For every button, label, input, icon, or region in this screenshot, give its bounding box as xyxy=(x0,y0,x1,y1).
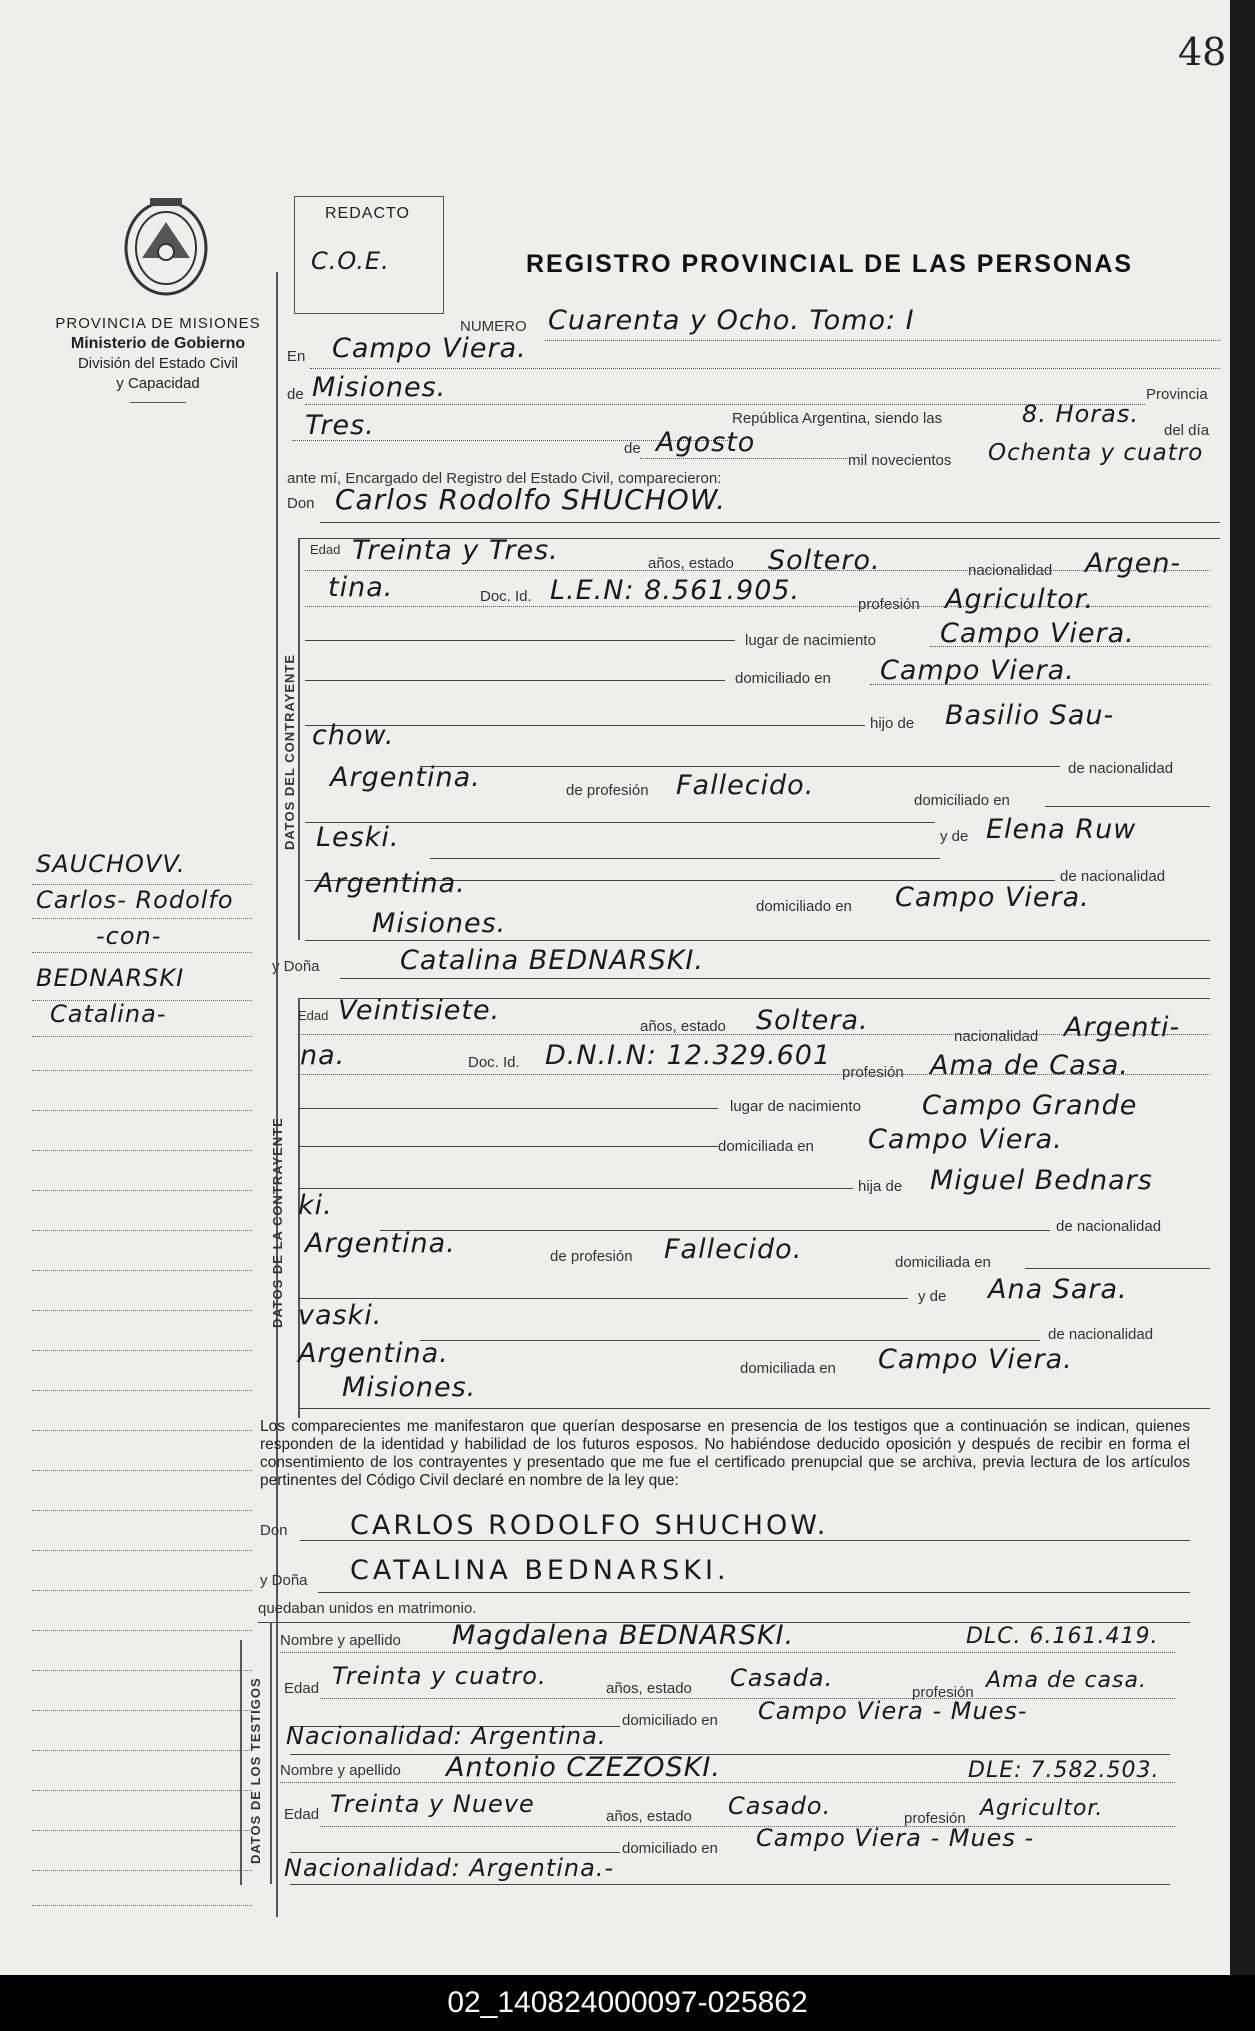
c-y-de-label: y de xyxy=(940,828,969,845)
mes-value: Agosto xyxy=(656,427,756,458)
margin-line-4: BEDNARSKI xyxy=(36,964,185,992)
c-estado-value: Soltero. xyxy=(768,545,881,576)
c-doc-label: Doc. Id. xyxy=(480,588,532,605)
provincial-seal xyxy=(120,192,212,302)
t1-dom: Campo Viera - Mues- xyxy=(758,1697,1028,1725)
f-madre-value: Ana Sara. xyxy=(988,1274,1128,1305)
t1-nombre-label: Nombre y apellido xyxy=(280,1632,401,1649)
f-de-nac-label: de nacionalidad xyxy=(1056,1218,1162,1235)
redacto-value: C.O.E. xyxy=(311,247,390,275)
de2-label: de xyxy=(624,440,641,457)
t2-prof-label: profesión xyxy=(904,1810,966,1827)
ante-label: ante mí, Encargado del Registro del Estado Civil, comparecieron: xyxy=(287,470,722,487)
testigos-side-label: DATOS DE LOS TESTIGOS xyxy=(248,1677,263,1864)
redacto-box xyxy=(294,196,444,314)
t2-anos-label: años, estado xyxy=(606,1808,692,1825)
en-label: En xyxy=(287,348,306,365)
t1-edad-label: Edad xyxy=(284,1680,320,1697)
f-madre-dom: Campo Viera. xyxy=(878,1344,1073,1375)
f-padre-value: Miguel Bednars xyxy=(930,1165,1153,1196)
margin-line-3: -con- xyxy=(96,922,162,950)
t1-prof-label: profesión xyxy=(912,1684,974,1701)
c-madre-value-2: Leski. xyxy=(316,822,400,853)
f-madre-dom-label: domiciliada en xyxy=(740,1360,836,1377)
c-madre-dom-2: Misiones. xyxy=(372,908,507,939)
t1-nac: Nacionalidad: Argentina. xyxy=(286,1722,607,1750)
t2-nac: Nacionalidad: Argentina.- xyxy=(284,1854,615,1882)
org-province: PROVINCIA DE MISIONES xyxy=(55,315,261,332)
c-lugar-value: Campo Viera. xyxy=(940,618,1135,649)
c-de-prof-label: de profesión xyxy=(566,782,649,799)
numero-value: Cuarenta y Ocho. Tomo: I xyxy=(548,305,915,336)
f-estado-value: Soltera. xyxy=(756,1005,869,1036)
page-title: REGISTRO PROVINCIAL DE LAS PERSONAS xyxy=(526,250,1134,278)
f-lugar-label: lugar de nacimiento xyxy=(730,1098,861,1115)
margin-note xyxy=(36,850,261,1028)
c-edad-value: Treinta y Tres. xyxy=(352,535,559,566)
decl-don-label: Don xyxy=(260,1522,288,1539)
margin-line-2: Carlos- Rodolfo xyxy=(36,886,234,914)
dona-label: y Doña xyxy=(272,958,320,975)
f-padre-nac: Argentina. xyxy=(305,1228,456,1259)
redacto-label: REDACTO xyxy=(325,205,410,222)
contrayente-side-label: DATOS DEL CONTRAYENTE xyxy=(282,653,297,850)
c-nac-label: nacionalidad xyxy=(968,562,1053,579)
declaration-paragraph: Los comparecientes me manifestaron que querían desposarse en presencia de los testigos que a continuación se indican, quienes responden de la identidad y habilidad de los futuros esposos. No habiéndose deducido oposición y después de recibir en forma el consentimiento de los contrayentes y presentado que me fue el certificado prenupcial que se archiva, previa lectura de los artículos pertinentes del Código Civil declaré en nombre de la ley que: xyxy=(260,1418,1190,1489)
c-prof-label: profesión xyxy=(858,596,920,613)
decl-don-value: CARLOS RODOLFO SHUCHOW. xyxy=(350,1510,829,1541)
contrayenta-side-label: DATOS DE LA CONTRAYENTE xyxy=(270,1117,285,1328)
f-de-prof-label: de profesión xyxy=(550,1248,633,1265)
republica-label: República Argentina, siendo las xyxy=(732,410,943,427)
de-value: Misiones. xyxy=(312,372,447,403)
numero-label: NUMERO xyxy=(460,318,527,335)
t2-edad-label: Edad xyxy=(284,1806,320,1823)
f-nac-value-2: na. xyxy=(300,1040,346,1071)
c-madre-dom-label: domiciliado en xyxy=(756,898,852,915)
f-madre-value-2: vaski. xyxy=(298,1300,383,1331)
t1-estado: Casada. xyxy=(730,1664,834,1692)
f-doc-label: Doc. Id. xyxy=(468,1054,520,1071)
t2-prof: Agricultor. xyxy=(980,1796,1104,1821)
t1-prof: Ama de casa. xyxy=(986,1668,1147,1693)
de-label: de xyxy=(287,386,304,403)
c-madre-value: Elena Ruw xyxy=(986,814,1137,845)
provincia-label: Provincia xyxy=(1146,386,1208,403)
c-de-nac-label: de nacionalidad xyxy=(1068,760,1174,777)
t1-doc: DLC. 6.161.419. xyxy=(966,1624,1159,1649)
f-lugar-value: Campo Grande xyxy=(922,1090,1138,1121)
f-padre-dom-label: domiciliada en xyxy=(895,1254,991,1271)
c-padre-nac: Argentina. xyxy=(330,762,481,793)
f-de-nac-label-2: de nacionalidad xyxy=(1048,1326,1154,1343)
en-value: Campo Viera. xyxy=(332,333,527,364)
f-anos-label: años, estado xyxy=(640,1018,726,1035)
f-dom-value: Campo Viera. xyxy=(868,1124,1063,1155)
f-edad-label: Edad xyxy=(298,1008,329,1023)
t1-dom-label: domiciliado en xyxy=(622,1712,718,1729)
org-division: División del Estado Civil xyxy=(77,355,239,372)
anio-value: Ochenta y cuatro xyxy=(988,440,1204,466)
f-padre-value-2: ki. xyxy=(298,1190,333,1221)
f-padre-prof: Fallecido. xyxy=(664,1234,803,1265)
dona-value: Catalina BEDNARSKI. xyxy=(400,945,704,976)
f-madre-dom-2: Misiones. xyxy=(342,1372,477,1403)
t2-nombre-label: Nombre y apellido xyxy=(280,1762,401,1779)
f-madre-nac: Argentina. xyxy=(298,1338,449,1369)
c-hijo-label: hijo de xyxy=(870,715,915,732)
c-nac-value-2: tina. xyxy=(328,572,394,603)
page-number: 48 xyxy=(1178,30,1227,74)
c-doc-value: L.E.N: 8.561.905. xyxy=(550,575,801,606)
del-dia-label: del día xyxy=(1164,422,1210,439)
horas-value: 8. Horas. xyxy=(1022,400,1139,428)
t2-edad: Treinta y Nueve xyxy=(330,1790,535,1818)
decl-unidos: quedaban unidos en matrimonio. xyxy=(258,1600,477,1617)
c-padre-value: Basilio Sau- xyxy=(945,700,1115,731)
c-anos-label: años, estado xyxy=(648,555,734,572)
decl-dona-label: y Doña xyxy=(260,1572,308,1589)
c-dom-label: domiciliado en xyxy=(735,670,831,687)
scan-id-footer: 02_140824000097-025862 xyxy=(0,1975,1255,2031)
t2-dom: Campo Viera - Mues - xyxy=(756,1824,1035,1852)
c-dom-value: Campo Viera. xyxy=(880,655,1075,686)
c-padre-value-2: chow. xyxy=(312,720,395,751)
left-rule-2 xyxy=(240,1640,242,1885)
org-ministry: Ministerio de Gobierno xyxy=(70,335,246,352)
f-prof-label: profesión xyxy=(842,1064,904,1081)
t1-nombre: Magdalena BEDNARSKI. xyxy=(452,1620,795,1651)
t1-edad: Treinta y cuatro. xyxy=(332,1662,547,1690)
t2-doc: DLE: 7.582.503. xyxy=(968,1758,1160,1783)
org-capacity: y Capacidad xyxy=(116,375,200,392)
f-doc-value: D.N.I.N: 12.329.601 xyxy=(545,1040,832,1071)
don-label: Don xyxy=(287,495,315,512)
don-value: Carlos Rodolfo SHUCHOW. xyxy=(335,483,727,516)
c-madre-nac: Argentina. xyxy=(315,868,466,899)
org-block xyxy=(44,314,272,403)
c-nac-value: Argen- xyxy=(1085,548,1182,579)
f-dom-label: domiciliada en xyxy=(718,1138,814,1155)
f-prof-value: Ama de Casa. xyxy=(930,1050,1129,1081)
t1-anos-label: años, estado xyxy=(606,1680,692,1697)
c-prof-value: Agricultor. xyxy=(945,584,1094,615)
c-lugar-label: lugar de nacimiento xyxy=(745,632,876,649)
left-rule xyxy=(276,272,278,1917)
c-de-nac-label-2: de nacionalidad xyxy=(1060,868,1166,885)
mil-label: mil novecientos xyxy=(848,452,952,469)
t2-dom-label: domiciliado en xyxy=(622,1840,718,1857)
f-y-de-label: y de xyxy=(918,1288,947,1305)
c-madre-dom: Campo Viera. xyxy=(895,882,1090,913)
f-edad-value: Veintisiete. xyxy=(338,995,501,1026)
c-padre-dom-label: domiciliado en xyxy=(914,792,1010,809)
decl-dona-value: CATALINA BEDNARSKI. xyxy=(350,1555,730,1586)
t2-nombre: Antonio CZEZOSKI. xyxy=(446,1752,721,1783)
c-padre-prof: Fallecido. xyxy=(676,770,815,801)
c-edad-label: Edad xyxy=(310,542,341,557)
dia-value: Tres. xyxy=(305,410,375,441)
margin-line-1: SAUCHOVV. xyxy=(36,850,186,878)
f-nac-value: Argenti- xyxy=(1064,1012,1181,1043)
t2-estado: Casado. xyxy=(728,1792,832,1820)
f-hija-label: hija de xyxy=(858,1178,903,1195)
margin-line-5: Catalina- xyxy=(50,1000,167,1028)
f-nac-label: nacionalidad xyxy=(954,1028,1039,1045)
